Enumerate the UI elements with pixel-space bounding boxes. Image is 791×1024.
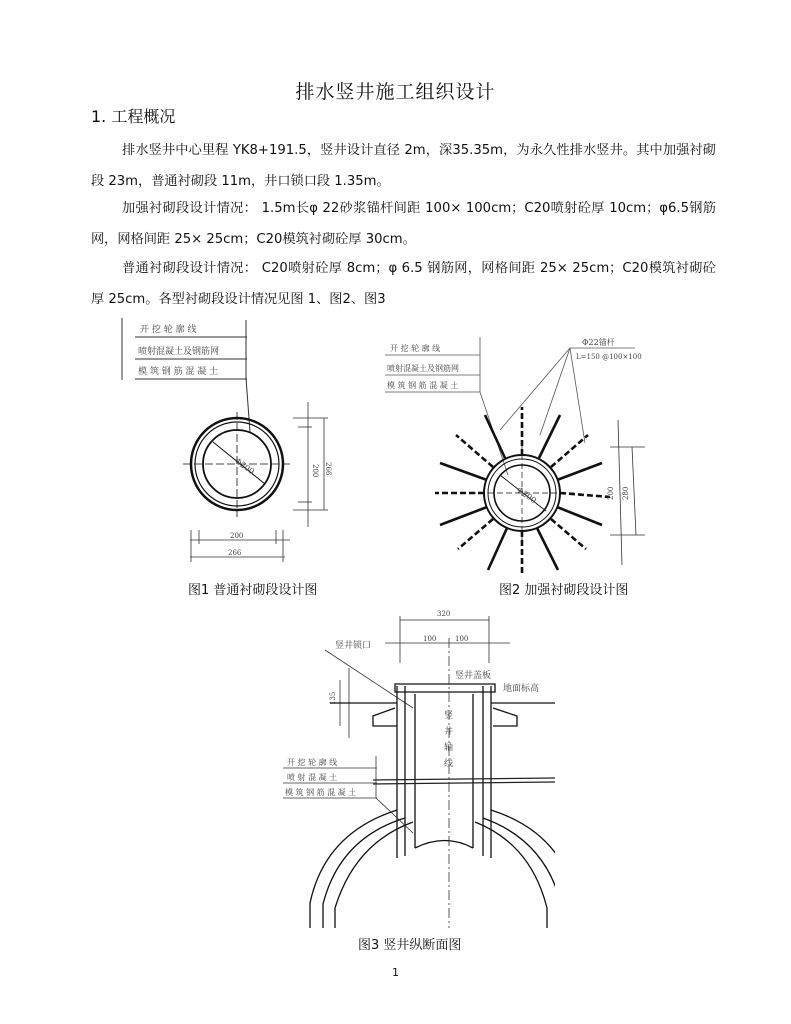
fig1-dim-v2: 266 xyxy=(324,462,332,476)
fig1-dim-h2: 266 xyxy=(228,549,242,557)
fig2-dim-280: 280 xyxy=(622,486,630,500)
section-heading: 1. 工程概况 xyxy=(91,107,176,126)
figure-1-caption: 图1 普通衬砌段设计图 xyxy=(188,583,318,598)
document-title: 排水竖井施工组织设计 xyxy=(295,81,496,103)
paragraph-reinforced-lining: 加强衬砌段设计情况： 1.5m长φ 22砂浆锚杆间距 100× 100cm；C20喷射砼厚 10cm；φ6.5钢筋网，网格间距 25× 25cm；C20模筑衬砌砼厚 30cm。 xyxy=(91,201,716,247)
figure-2-caption: 图2 加强衬砌段设计图 xyxy=(499,583,629,598)
fig3-axis-label-1: 竖 xyxy=(444,711,454,721)
fig3-legend-2: 喷 射 混 凝 土 xyxy=(287,773,338,782)
fig1-legend-3: 模 筑 钢 筋 混 凝 土 xyxy=(138,367,219,377)
fig1-dim-h1: 200 xyxy=(230,532,244,540)
fig3-label-ground: 地面标高 xyxy=(503,684,540,694)
fig3-label-cover: 竖井盖板 xyxy=(455,671,492,681)
fig1-legend-1: 开 挖 轮 廓 线 xyxy=(140,325,197,335)
fig3-axis-label-4: 线 xyxy=(444,759,454,769)
fig2-anchor-spec: L=150 @100×100 xyxy=(576,353,642,361)
figure-3-caption: 图3 竖井纵断面图 xyxy=(358,938,462,953)
fig2-anchor-label: Φ22锚杆 xyxy=(582,338,615,347)
fig2-diameter-label: Φ200 xyxy=(514,485,538,506)
fig2-legend-2: 喷射混凝土及钢筋网 xyxy=(387,364,459,373)
fig3-dim-100-right: 100 xyxy=(455,635,469,643)
fig3-legend-1: 开 挖 轮 廓 线 xyxy=(287,758,338,767)
paragraph-normal-lining: 普通衬砌段设计情况： C20喷射砼厚 8cm；φ 6.5 钢筋网，网格间距 25× 25cm；C20模筑衬砌砼厚 25cm。各型衬砌段设计情况见图 1、图2、图3 xyxy=(91,261,716,307)
fig3-label-collar: 竖井锁口 xyxy=(335,641,372,651)
fig1-diameter-label: Φ200 xyxy=(232,456,256,477)
fig3-dim-320: 320 xyxy=(437,610,451,618)
fig1-legend-2: 喷射混凝土及钢筋网 xyxy=(138,347,220,357)
fig3-axis-label-2: 井 xyxy=(444,727,454,737)
fig1-dim-v1: 200 xyxy=(311,464,319,478)
fig3-dim-100-left: 100 xyxy=(423,635,437,643)
paragraph-overview: 排水竖井中心里程 YK8+191.5，竖井设计直径 2m，深35.35m，为永久性排水竖井。其中加强衬砌段 23m，普通衬砌段 11m，井口锁口段 1.35m。 xyxy=(91,143,716,189)
fig3-axis-label-3: 轴 xyxy=(444,743,454,753)
fig2-legend-1: 开 挖 轮 廓 线 xyxy=(390,344,441,353)
figure-3-shaft-section-drawing xyxy=(265,608,555,928)
page-number: 1 xyxy=(392,966,399,979)
fig2-dim-200: 200 xyxy=(607,486,615,500)
fig3-legend-3: 模 筑 钢 筋 混 凝 土 xyxy=(285,788,357,797)
figure-1-normal-lining-drawing xyxy=(110,312,360,567)
fig2-legend-3: 模 筑 钢 筋 混 凝 土 xyxy=(387,381,459,390)
figure-2-reinforced-lining-drawing xyxy=(370,335,660,575)
fig3-dim-135: 135 xyxy=(329,691,337,705)
